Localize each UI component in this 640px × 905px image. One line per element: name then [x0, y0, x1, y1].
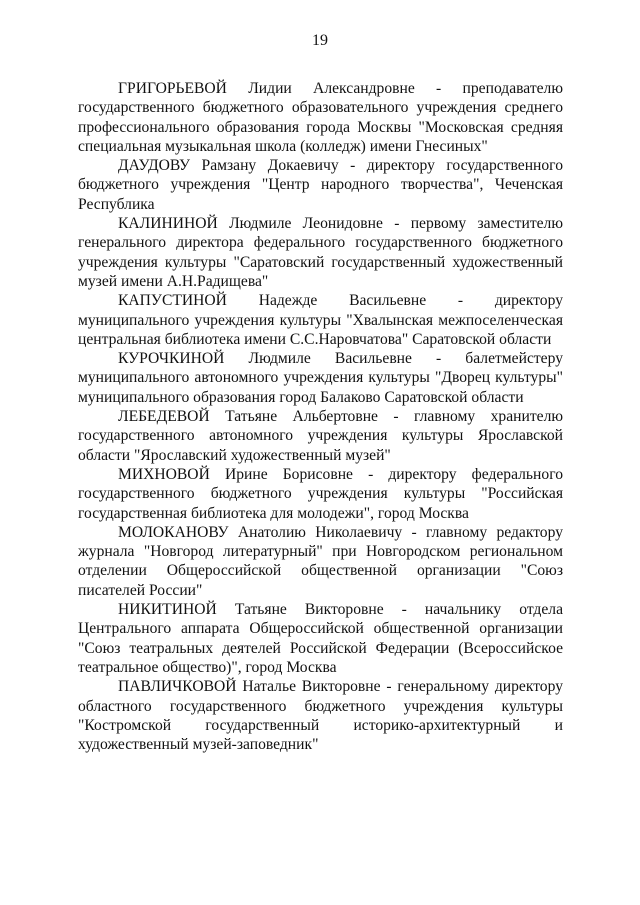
- entry-details: Лидии Александровне - преподавателю государственного бюджетного образовательного учреждения среднего профессионального образования города Москвы "Московская средняя специальная музыкальная школа (колледж) имени Гнесиных": [78, 80, 563, 155]
- entry-details: Татьяне Альбертовне - главному хранителю государственного автономного учреждения культуры Ярославской области "Ярославский художественный музей": [78, 408, 563, 464]
- surname: КАПУСТИНОЙ: [118, 292, 227, 310]
- entry-details: Анатолию Николаевичу - главному редактору журнала "Новгород литературный" при Новгородском региональном отделении Общероссийской общественной организации "Союз писателей России": [78, 523, 563, 599]
- entry-details: Ирине Борисовне - директору федерального государственного бюджетного учреждения культуры "Российская государственная библиотека для молодежи", город Москва: [78, 465, 563, 522]
- list-item: [78, 214, 563, 291]
- page-number: 19: [312, 32, 328, 49]
- surname: МИХНОВОЙ: [118, 465, 210, 483]
- award-list: [78, 79, 563, 754]
- surname: КУРОЧКИНОЙ: [118, 350, 225, 368]
- surname: ЛЕБЕДЕВОЙ: [118, 408, 210, 426]
- entry-details: Рамзану Докаевичу - директору государственного бюджетного учреждения "Центр народного творчества", Чеченская Республика: [78, 157, 563, 213]
- surname: МОЛОКАНОВУ: [118, 523, 229, 541]
- entry-details: Татьяне Викторовне - начальнику отдела Центрального аппарата Общероссийской общественной организации "Союз театральных деятелей Российской Федерации (Всероссийское театральное общество)", город Москва: [78, 601, 563, 676]
- surname: ГРИГОРЬЕВОЙ: [118, 80, 227, 97]
- list-item: [78, 407, 563, 465]
- list-item: [78, 79, 563, 156]
- list-item: [78, 465, 563, 523]
- list-item: [78, 600, 563, 677]
- entry-details: Людмиле Васильевне - балетмейстеру муниципального автономного учреждения культуры "Дворец культуры" муниципального образования город Балаково Саратовской области: [78, 350, 563, 406]
- surname: ПАВЛИЧКОВОЙ: [118, 678, 237, 696]
- list-item: [78, 349, 563, 407]
- entry-details: Людмиле Леонидовне - первому заместителю генерального директора федерального государственного бюджетного учреждения культуры "Саратовский государственный художественный музей имени А.Н.Радищева": [78, 215, 563, 290]
- surname: ДАУДОВУ: [118, 157, 191, 175]
- entry-details: Наталье Викторовне - генеральному директору областного государственного бюджетного учреждения культуры "Костромской государственный историко-архитектурный и художественный музей-заповедник": [78, 678, 563, 754]
- list-item: [78, 156, 563, 214]
- surname: КАЛИНИНОЙ: [118, 215, 218, 233]
- list-item: [78, 523, 563, 600]
- list-item: [78, 291, 563, 349]
- surname: НИКИТИНОЙ: [118, 601, 217, 619]
- list-item: [78, 677, 563, 754]
- entry-details: Надежде Васильевне - директору муниципального учреждения культуры "Хвалынская межпоселенческая центральная библиотека имени С.С.Наровчатова" Саратовской области: [78, 292, 563, 348]
